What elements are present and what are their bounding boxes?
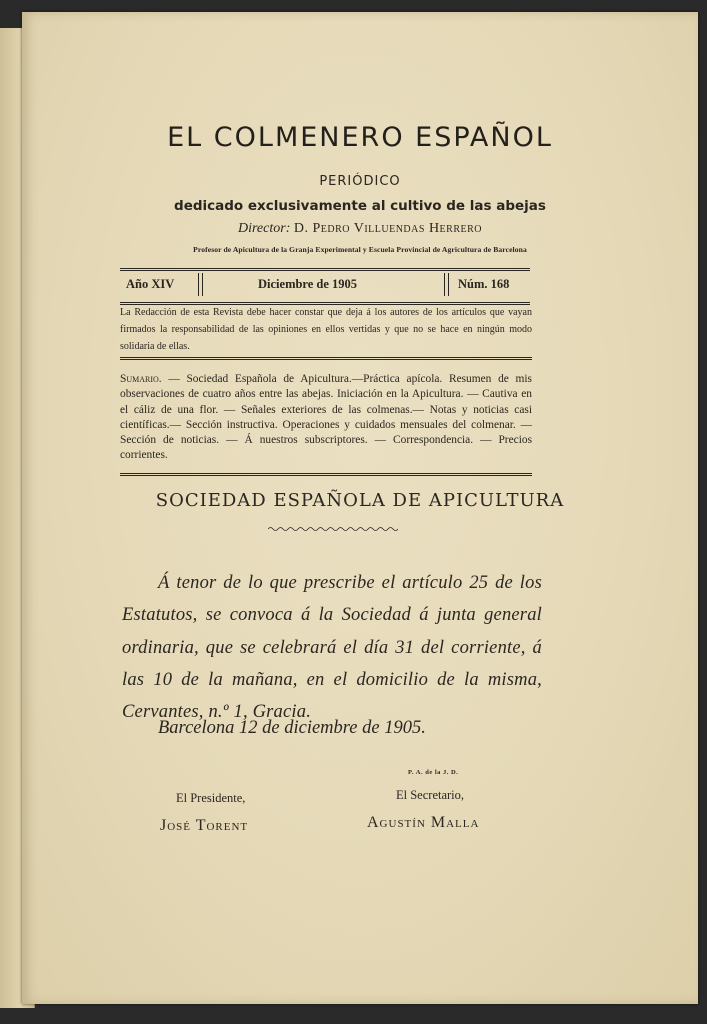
article-title: SOCIEDAD ESPAÑOLA DE APICULTURA: [155, 490, 565, 511]
masthead-tagline: dedicado exclusivamente al cultivo de las abejas: [174, 198, 546, 214]
director-line: [22, 221, 698, 237]
editorial-notice: La Redacción de esta Revista debe hacer constar que deja á los autores de los artículos que vayan firmados la responsabilidad de las opiniones en ellos vertidas y que no se hace en ningún modo solidaria de ellas.: [120, 307, 532, 352]
issue-number: Núm. 168: [458, 277, 510, 291]
director-name: D. Pedro Villuendas Herrero: [293, 221, 482, 236]
article-body: [122, 567, 542, 728]
masthead-title: EL COLMENERO ESPAÑOL: [167, 122, 553, 153]
info-separator: [198, 273, 203, 296]
summary-text: [120, 372, 532, 464]
secretary-note: P. A. de la J. D.: [408, 769, 459, 776]
summary-body: — Sociedad Española de Apicultura.—Práctica apícola. Resumen de mis observaciones de cuatro años entre las abejas. Iniciación en la Apicultura. — Cautiva en el cáliz de una flor. — Señales exteriores de las colmenas.— Notas y noticias casi científicas.— Sección instructiva. Operaciones y cuidados mensuales del colmenar. — Sección de noticias. — Á nuestros subscriptores. — Correspondencia. — Precios corrientes.: [120, 373, 532, 462]
wavy-divider-icon: [268, 526, 398, 532]
president-name: José Torent: [160, 817, 249, 834]
article-paragraph: Á tenor de lo que prescribe el artículo 25 de los Estatutos, se convoca á la Sociedad á junta general ordinaria, que se celebrará el día 31 del corriente, á las 10 de la mañana, en el domicilio de la misma, Cervantes, n.º 1, Gracia.: [122, 573, 542, 723]
director-role: Profesor de Apicultura de la Granja Experimental y Escuela Provincial de Agricultura de Barcelona: [193, 245, 527, 254]
issue-date: Diciembre de 1905: [258, 277, 358, 291]
director-label: Director:: [238, 221, 291, 236]
summary-box: [120, 357, 532, 476]
issue-year: Año XIV: [126, 277, 175, 291]
magazine-page: [22, 12, 698, 1004]
secretary-label: El Secretario,: [396, 788, 465, 802]
secretary-name: Agustín Malla: [367, 814, 480, 831]
info-separator: [444, 273, 449, 296]
president-label: El Presidente,: [176, 791, 246, 805]
article-date: Barcelona 12 de diciembre de 1905.: [158, 718, 426, 738]
issue-info-bar: [120, 268, 530, 305]
summary-label: Sumario.: [120, 373, 162, 385]
masthead-subtitle: PERIÓDICO: [319, 174, 401, 189]
